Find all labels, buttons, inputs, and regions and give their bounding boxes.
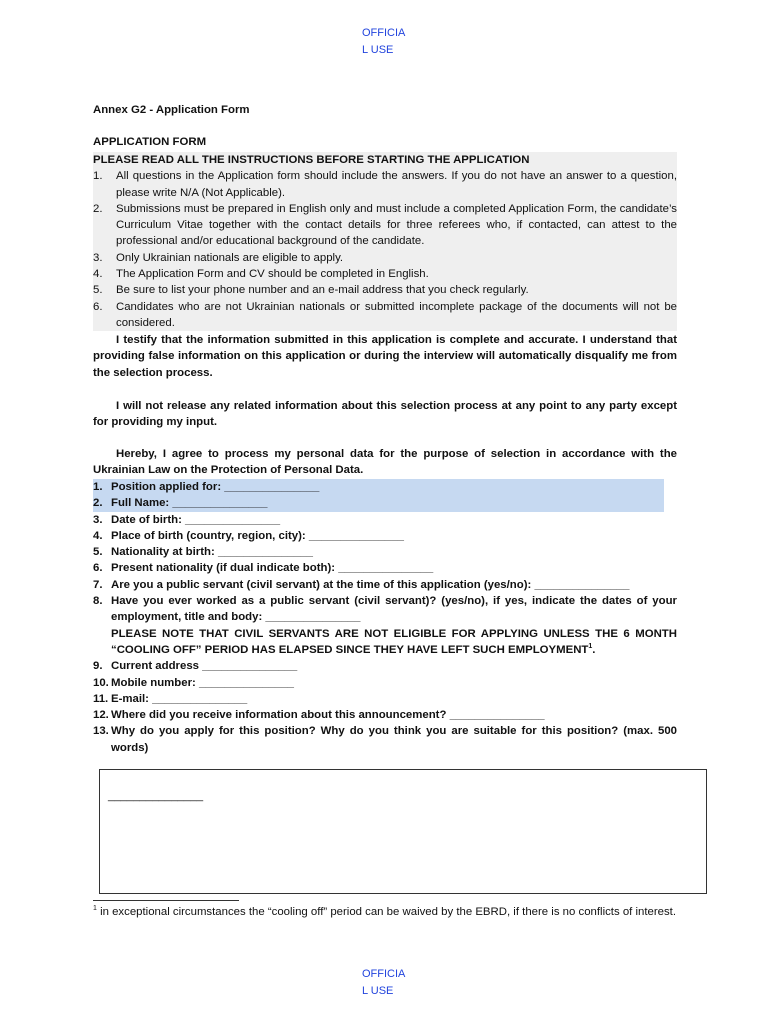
question-number: 5. <box>93 546 103 559</box>
instruction-text: Be sure to list your phone number and an e-mail address that you check regularly. <box>116 284 529 297</box>
question-number: 3. <box>93 513 103 526</box>
annex-title: Annex G2 - Application Form <box>93 104 250 116</box>
classification-footer <box>362 966 422 1000</box>
footnote <box>93 904 677 920</box>
question-item <box>93 528 677 544</box>
motivation-answer-box[interactable] <box>99 769 707 894</box>
question-item <box>93 723 677 756</box>
consent-declaration: Hereby, I agree to process my personal data for the purpose of selection in accordance with the Ukrainian Law on the Protection of Personal Data. <box>93 448 677 477</box>
question-item <box>93 707 677 723</box>
question-item <box>93 544 677 560</box>
footnote-separator <box>93 900 239 901</box>
question-item <box>93 675 677 691</box>
question-item <box>93 593 677 658</box>
question-item <box>93 691 677 707</box>
instruction-text: Candidates who are not Ukrainian nationals or submitted incomplete package of the documents will not be considered. <box>116 300 677 329</box>
instruction-item <box>93 266 677 282</box>
footnote-text: in exceptional circumstances the “cooling off” period can be waived by the EBRD, if there is no conflicts of interest. <box>96 906 677 918</box>
classification-line: OFFICIA <box>362 968 406 980</box>
classification-line: OFFICIA <box>362 27 406 39</box>
question-item <box>93 495 664 511</box>
instruction-number: 5. <box>93 284 103 297</box>
instruction-number: 2. <box>93 202 103 215</box>
question-text: Place of birth (country, region, city): _______________ <box>111 529 404 542</box>
question-number: 8. <box>93 595 103 608</box>
classification-line: L USE <box>362 44 394 56</box>
instruction-item <box>93 250 677 266</box>
question-text: Have you ever worked as a public servant (civil servant)? (yes/no), if yes, indicate the dates of your employment, title and body: _______________ <box>111 595 677 624</box>
classification-header <box>362 25 422 59</box>
instruction-number: 3. <box>93 251 103 264</box>
release-declaration: I will not release any related information about this selection process at any point to any party except for providing my input. <box>93 400 677 429</box>
instruction-item <box>93 299 677 332</box>
civil-servant-note <box>111 626 677 659</box>
instructions-list <box>93 168 677 331</box>
question-item <box>93 577 677 593</box>
question-number: 6. <box>93 562 103 575</box>
question-text: Date of birth: _______________ <box>111 513 281 526</box>
question-text: Why do you apply for this position? Why do you think you are suitable for this position? (max. 500 words) <box>111 725 677 754</box>
question-number: 7. <box>93 578 103 591</box>
question-item <box>93 658 677 674</box>
instructions-heading: PLEASE READ ALL THE INSTRUCTIONS BEFORE STARTING THE APPLICATION <box>93 154 530 166</box>
question-text: Are you a public servant (civil servant) at the time of this application (yes/no): _______________ <box>111 578 630 591</box>
civil-servant-note-end: . <box>592 643 596 656</box>
questions-list <box>93 479 677 756</box>
question-text: Current address _______________ <box>111 660 298 673</box>
instruction-text: The Application Form and CV should be completed in English. <box>116 268 429 281</box>
question-text: Present nationality (if dual indicate both): _______________ <box>111 562 434 575</box>
question-number: 13. <box>93 725 109 738</box>
question-number: 9. <box>93 660 103 673</box>
instruction-item <box>93 168 677 201</box>
question-text: Position applied for: _______________ <box>111 481 320 493</box>
footnote-reference: 1 <box>588 643 593 651</box>
question-text: Full Name: _______________ <box>111 497 268 510</box>
question-text: Where did you receive information about this announcement? _______________ <box>111 709 545 722</box>
form-title: APPLICATION FORM <box>93 136 207 148</box>
instruction-number: 1. <box>93 170 103 183</box>
question-number: 12. <box>93 709 109 722</box>
instruction-text: All questions in the Application form should include the answers. If you do not have an answer to a question, please write N/A (Not Applicable). <box>116 170 677 199</box>
instruction-text: Submissions must be prepared in English only and must include a completed Application Form, the candidate’s Curriculum Vitae together with the contact details for three referees who, if contacted, can attest to the professional and/or educational background of the candidate. <box>116 202 677 248</box>
instruction-number: 6. <box>93 300 103 313</box>
question-item <box>93 560 677 576</box>
instructions-block <box>93 152 677 331</box>
question-text: Mobile number: _______________ <box>111 676 294 689</box>
question-item <box>93 479 664 495</box>
footnote-mark: 1 <box>93 905 97 913</box>
testify-declaration: I testify that the information submitted in this application is complete and accurate. I understand that providing false information on this application or during the interview will automatically disqualify me from the selection process. <box>93 334 677 379</box>
question-text: Nationality at birth: _______________ <box>111 546 313 559</box>
question-number: 4. <box>93 529 103 542</box>
question-text-block <box>111 593 677 658</box>
answer-blank-line: _______________ <box>108 790 204 802</box>
question-item <box>93 512 677 528</box>
question-text: E-mail: _______________ <box>111 692 248 705</box>
question-number: 10. <box>93 676 109 689</box>
question-number: 11. <box>93 692 109 705</box>
question-number: 2. <box>93 497 103 510</box>
instruction-text: Only Ukrainian nationals are eligible to apply. <box>116 251 344 264</box>
classification-line: L USE <box>362 985 394 997</box>
civil-servant-note-text: PLEASE NOTE THAT CIVIL SERVANTS ARE NOT ELIGIBLE FOR APPLYING UNLESS THE 6 MONTH “COOLING OFF” PERIOD HAS ELAPSED SINCE THEY HAVE LEFT SUCH EMPLOYMENT <box>111 627 677 656</box>
instruction-number: 4. <box>93 268 103 281</box>
question-number: 1. <box>93 481 103 493</box>
instruction-item <box>93 201 677 250</box>
instruction-item <box>93 282 677 298</box>
